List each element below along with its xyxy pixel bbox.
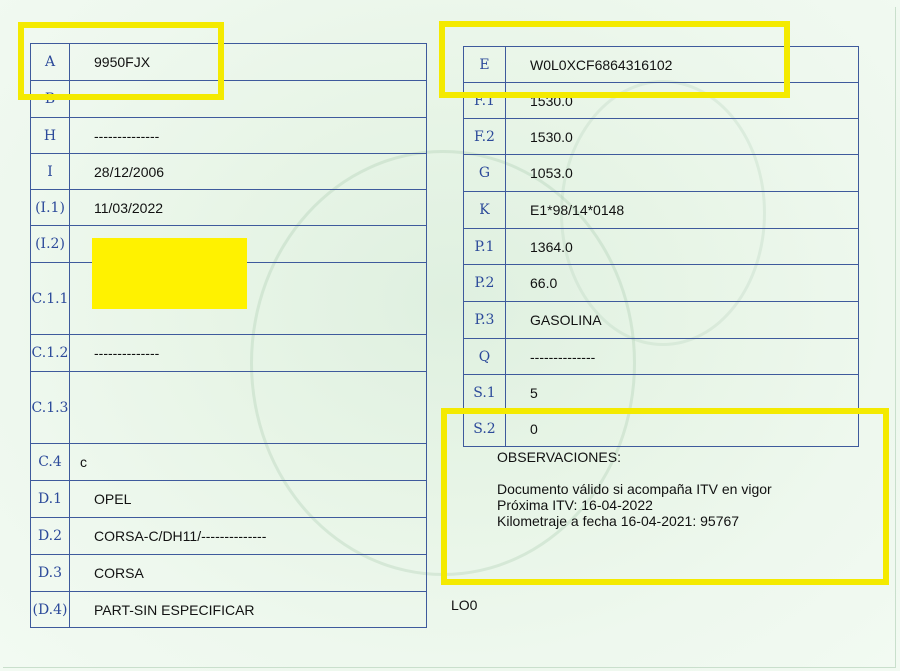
field-code: A <box>31 44 70 81</box>
field-row-g <box>464 155 859 192</box>
field-code: C.1.2 <box>31 335 70 372</box>
field-value: 1530.0 <box>506 83 859 119</box>
field-code: H <box>31 118 70 154</box>
observation-line: Kilometraje a fecha 16-04-2021: 95767 <box>497 513 740 529</box>
field-row-k <box>464 192 859 229</box>
field-row-d4 <box>31 592 427 628</box>
field-code: P.2 <box>464 265 506 302</box>
field-code: D.1 <box>31 481 70 518</box>
field-code: C.1.1 <box>31 263 70 335</box>
highlight-box-vin <box>439 21 790 98</box>
field-value: CORSA-C/DH11/-------------- <box>70 518 427 555</box>
field-row-p3 <box>464 302 859 339</box>
field-value: 11/03/2022 <box>70 190 427 226</box>
field-row-q <box>464 339 859 375</box>
field-value: c <box>70 444 427 481</box>
field-value: CORSA <box>70 555 427 592</box>
field-code: S.1 <box>464 375 506 412</box>
highlight-box-observations <box>441 408 889 585</box>
field-row-d2 <box>31 518 427 555</box>
field-code: C.4 <box>31 444 70 481</box>
observations-heading: OBSERVACIONES: <box>497 449 621 465</box>
field-code: F.1 <box>464 83 506 119</box>
field-code: F.2 <box>464 119 506 155</box>
field-code: Q <box>464 339 506 375</box>
field-code: (D.4) <box>31 592 70 628</box>
field-value: 1053.0 <box>506 155 859 192</box>
field-value: W0L0XCF6864316102 <box>506 47 859 83</box>
field-value: -------------- <box>506 339 859 375</box>
field-code: (I.2) <box>31 226 70 263</box>
field-row-i1 <box>31 190 427 226</box>
field-value: PART-SIN ESPECIFICAR <box>70 592 427 628</box>
field-code: P.3 <box>464 302 506 339</box>
field-value: 1364.0 <box>506 229 859 265</box>
field-code: D.3 <box>31 555 70 592</box>
field-row-p2 <box>464 265 859 302</box>
right-field-table <box>463 46 859 447</box>
field-value: E1*98/14*0148 <box>506 192 859 229</box>
highlight-box-plate <box>18 22 224 100</box>
field-value: -------------- <box>70 118 427 154</box>
field-code: E <box>464 47 506 83</box>
field-row-d3 <box>31 555 427 592</box>
field-code: S.2 <box>464 412 506 447</box>
left-field-table <box>30 43 427 628</box>
field-row-h <box>31 118 427 154</box>
field-code: K <box>464 192 506 229</box>
field-row-d1 <box>31 481 427 518</box>
field-code: (I.1) <box>31 190 70 226</box>
field-code: G <box>464 155 506 192</box>
field-value: 9950FJX <box>70 44 427 81</box>
field-row-c13 <box>31 372 427 444</box>
field-value: GASOLINA <box>506 302 859 339</box>
field-row-s1 <box>464 375 859 412</box>
field-row-p1 <box>464 229 859 265</box>
footer-code: LO0 <box>451 597 478 613</box>
field-row-c4 <box>31 444 427 481</box>
field-code: B <box>31 81 70 118</box>
field-value: 5 <box>506 375 859 412</box>
field-value: 28/12/2006 <box>70 154 427 190</box>
field-code: D.2 <box>31 518 70 555</box>
field-code: P.1 <box>464 229 506 265</box>
field-value: 0 <box>506 412 859 447</box>
field-value: -------------- <box>70 335 427 372</box>
redaction-block <box>92 238 247 309</box>
field-value: 1530.0 <box>506 119 859 155</box>
field-code: C.1.3 <box>31 372 70 444</box>
field-row-i <box>31 154 427 190</box>
field-row-c12 <box>31 335 427 372</box>
field-value: 66.0 <box>506 265 859 302</box>
field-code: I <box>31 154 70 190</box>
field-value <box>70 372 427 444</box>
observation-line: Documento válido si acompaña ITV en vigor <box>497 481 772 497</box>
field-row-f2 <box>464 119 859 155</box>
field-value: OPEL <box>70 481 427 518</box>
observation-line: Próxima ITV: 16-04-2022 <box>497 497 653 513</box>
